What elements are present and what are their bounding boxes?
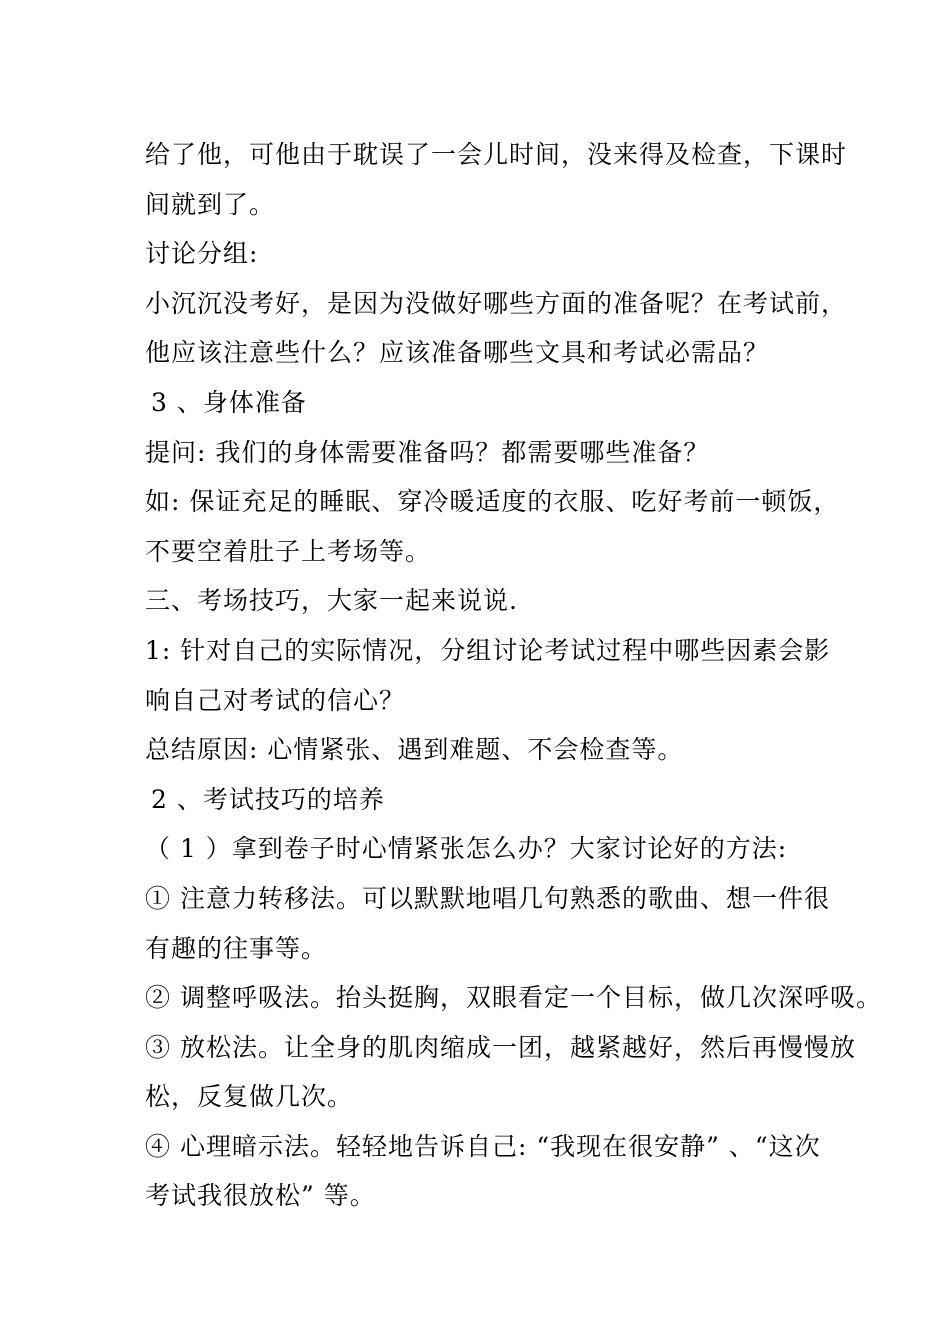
text-line: 间就到了。 — [145, 189, 276, 219]
text-line: 讨论分组: — [145, 239, 259, 269]
document-body — [145, 130, 882, 1221]
section-heading: 三、考场技巧，大家一起来说说. — [145, 586, 518, 616]
text-line: 响自己对考试的信心？ — [145, 685, 406, 715]
text-line: 1: 针对自己的实际情况，分组讨论考试过程中哪些因素会影 — [145, 635, 831, 665]
text-line: 如: 保证充足的睡眠、穿冷暖适度的衣服、吃好考前一顿饭， — [145, 487, 840, 517]
text-line: （ 1 ）拿到卷子时心情紧张怎么办？大家讨论好的方法: — [145, 834, 788, 864]
text-line: 考试我很放松” 等。 — [145, 1181, 376, 1211]
section-heading: 3 、身体准备 — [151, 387, 307, 417]
text-line: 松，反复做几次。 — [145, 1082, 354, 1112]
text-line: 给了他，可他由于耽误了一会儿时间，没来得及检查，下课时 — [145, 140, 848, 169]
text-line: 提问: 我们的身体需要准备吗？都需要哪些准备？ — [145, 437, 710, 467]
list-item: ② 调整呼吸法。抬头挺胸，双眼看定一个目标，做几次深呼吸。 — [145, 983, 882, 1013]
text-line: 小沉沉没考好，是因为没做好哪些方面的准备呢？在考试前， — [145, 288, 848, 318]
text-line: 有趣的往事等。 — [145, 933, 328, 963]
text-line: 总结原因: 心情紧张、遇到难题、不会检查等。 — [145, 735, 684, 765]
text-line: 他应该注意些什么？应该准备哪些文具和考试必需品？ — [145, 338, 770, 368]
text-line: 不要空着肚子上考场等。 — [145, 536, 432, 566]
list-item: ③ 放松法。让全身的肌肉缩成一团，越紧越好，然后再慢慢放 — [145, 1032, 856, 1062]
list-item: ④ 心理暗示法。轻轻地告诉自己: “我现在很安静” 、“这次 — [145, 1131, 821, 1161]
list-item: ① 注意力转移法。可以默默地唱几句熟悉的歌曲、想一件很 — [145, 883, 830, 913]
section-heading: 2 、考试技巧的培养 — [151, 784, 385, 814]
